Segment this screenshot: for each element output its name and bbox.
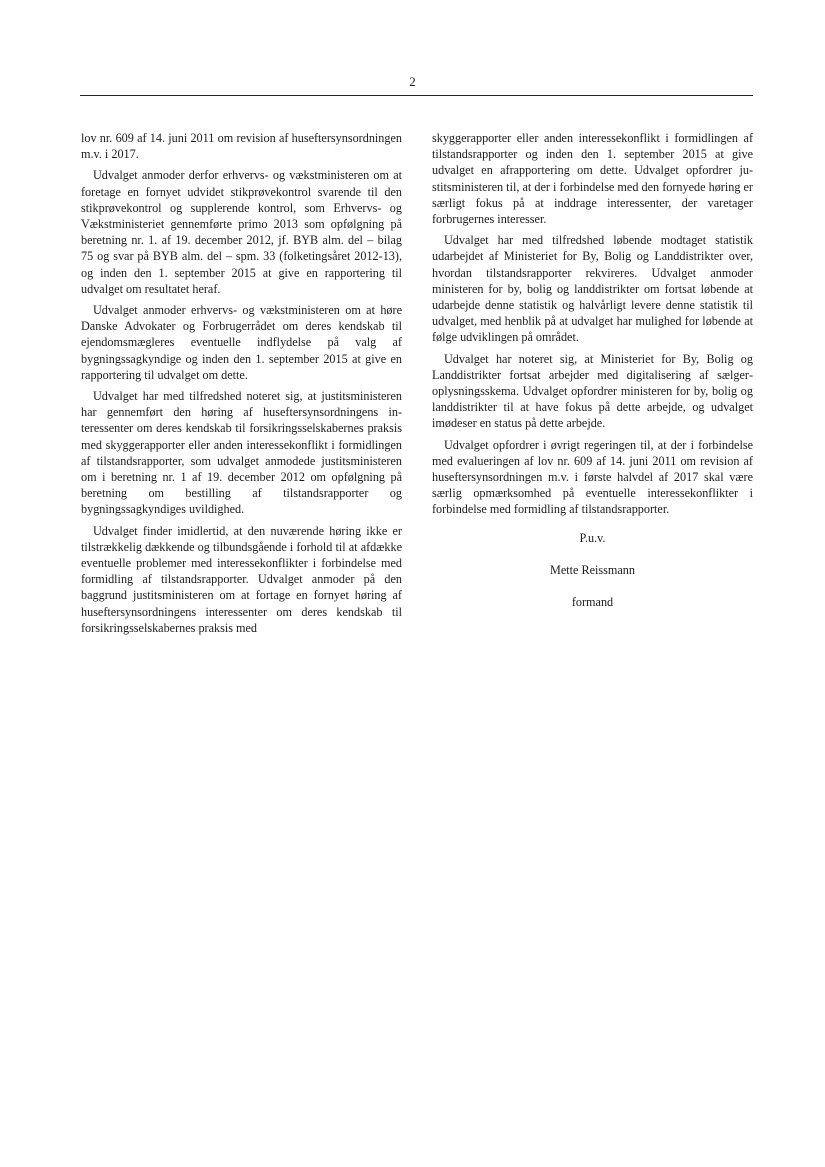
right-column <box>432 130 753 626</box>
signature-name: Mette Reissmann <box>550 562 635 577</box>
paragraph: skyggerapporter eller anden interessekonflikt i formidlingen af tilstandsrapporter og inden den 1. september 2015 at give udvalget en afrapportering om dette. Udvalget opfordrer justitsministeren til, at der i forbindelse med den fornyede høring er særligt fokus på at inddrage interessenter, der varetager forbrugernes interesser. <box>432 131 753 227</box>
paragraph: Udvalget har med tilfredshed løbende modtaget statistik udarbejdet af Ministeriet for By, Bolig og Landdistrikter over, hvordan tilstandsrapporter rekvireres. Udvalget anmoder ministeren for by, bolig og landdistrikter om fortsat løbende at udarbejde denne statistik og halvårligt levere denne statistik til udvalget, med henblik på at udvalget har mulighed for løbende at følge udviklingen på området. <box>432 233 753 345</box>
header-rule <box>80 95 753 96</box>
page-number: 2 <box>409 74 416 89</box>
paragraph: Udvalget opfordrer i øvrigt regeringen til, at der i forbindelse med evalueringen af lov nr. 609 af 14. juni 2011 om revision af huseftersynsordningen m.v. i første halvdel af 2017 skal være særlig opmærksomhed på eventuelle interessekonflikter i forbindelse med formidling af tilstandsrapporter. <box>432 437 753 517</box>
paragraph: Udvalget finder imidlertid, at den nuværende høring ikke er tilstrækkelig dækkende og tilbundsgående i forhold til at afdække eventuelle problemer med interessekonflikter i forbindelse med formidling af tilstandsrapporter. Udvalget anmoder på den baggrund justitsministeren om at fortage en fornyet høring af huseftersynsordningens interessenter om deres kendskab til forsikringsselskabernes praksis med <box>81 523 402 635</box>
signature-prefix: P.u.v. <box>579 530 606 545</box>
paragraph: Udvalget har med tilfredshed noteret sig, at justitsministeren har gennemført den høring af huseftersynsordningens interessenter om deres kendskab til forsikringsselskabernes praksis med skyggerapporter eller anden interessekonflikt i formidlingen af tilstandsrapporter, som udvalget anmodede justitsministeren om i beretning nr. 1 af 19. december 2012 om opfølgning på beretning om bestilling af tilstandsrapporter og bygningssagkyndiges uvildighed. <box>81 389 402 517</box>
signature-block <box>432 530 753 611</box>
left-column <box>81 130 402 641</box>
signature-title: formand <box>571 595 614 610</box>
paragraph: lov nr. 609 af 14. juni 2011 om revision af huseftersynsordningen m.v. i 2017. <box>81 131 402 162</box>
paragraph: Udvalget anmoder erhvervs- og vækstministeren om at høre Danske Advokater og Forbrugerrådet om deres kendskab til ejendomsmægleres eventuelle indflydelse på valg af bygningssagkyndige og inden den 1. september 2015 at give en rapportering til udvalget om dette. <box>81 303 402 382</box>
paragraph: Udvalget har noteret sig, at Ministeriet for By, Bolig og Landdistrikter fortsat arbejder med digitalisering af sælgeroplysningsskema. Udvalget opfordrer ministeren for by, bolig og landdistrikter til at have fokus på dette arbejde, og udvalget imødeser en status på dette arbejde. <box>432 351 753 431</box>
paragraph: Udvalget anmoder derfor erhvervs- og vækstministeren om at foretage en fornyet udvidet stikprøvekontrol svarende til den stikprøvekontrol og supplerende kontrol, som Erhvervs- og Vækstministeriet gennemførte primo 2013 som opfølgning på beretning nr. 1. af 19. december 2012, jf. BYB alm. del – bilag 75 og svar på BYB alm. del – spm. 33 (folketingsåret 2012-13), og inden den 1. september 2015 at give en rapportering til udvalget om resultatet heraf. <box>81 168 402 296</box>
